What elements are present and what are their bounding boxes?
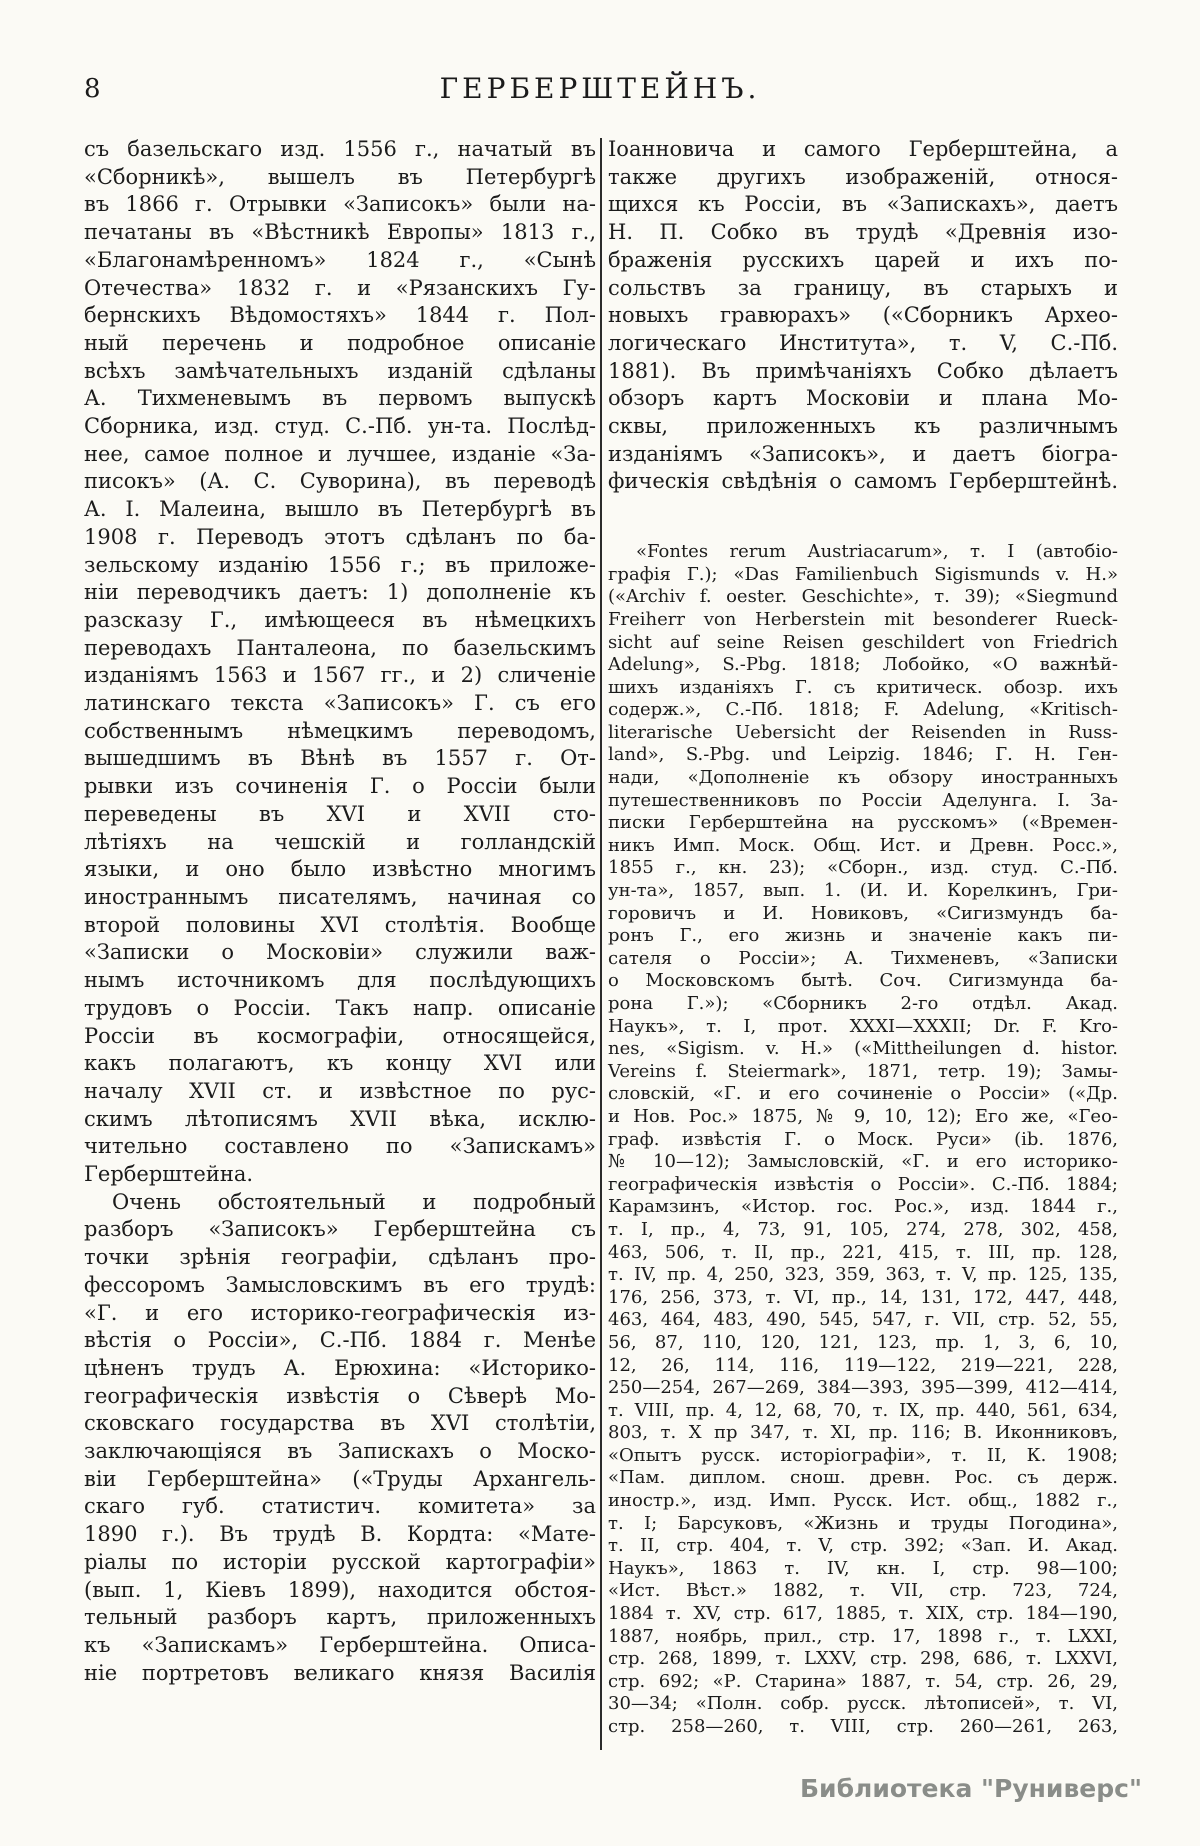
text-line: т. VIII, пр. 4, 12, 68, 70, т. IX, пр. 440, 561, 634, <box>608 1399 1118 1421</box>
text-line: № 10—12); Замысловскій, «Г. и его историко- <box>608 1151 1118 1173</box>
text-line: nes, «Sigism. v. H.» («Mittheilungen d. histor. <box>608 1038 1118 1060</box>
text-line: переводахъ Панталеона, по базельскимъ <box>84 635 596 660</box>
text-line: новыхъ гравюрахъ» («Сборникъ Архео- <box>608 303 1118 328</box>
text-line: стр. 268, 1899, т. LXXV, стр. 298, 686, т. LXXVI, <box>608 1648 1118 1670</box>
text-line: «Г. и его историко-географическія из- <box>84 1300 596 1325</box>
text-line: словскій, «Г. и его сочиненіе о Россіи» («Др. <box>608 1083 1118 1105</box>
text-line: 1884 т. XV, стр. 617, 1885, т. XIX, стр. 184—190, <box>608 1603 1118 1625</box>
text-line: географическія извѣстія о Россіи». С.-Пб. 1884; <box>608 1173 1118 1195</box>
text-line: 803, т. X пр 347, т. XI, пр. 116; В. Иконниковъ, <box>608 1422 1118 1444</box>
text-line: тельный разборъ картъ, приложенныхъ <box>84 1605 596 1630</box>
text-line: 250—254, 267—269, 384—393, 395—399, 412—414, <box>608 1377 1118 1399</box>
text-line: переведены въ XVI и XVII сто- <box>84 801 596 826</box>
text-line: т. I, пр., 4, 73, 91, 105, 274, 278, 302, 458, <box>608 1218 1118 1240</box>
text-line: разсказу Г., имѣющееся въ нѣмецкихъ <box>84 607 596 632</box>
text-line: Наукъ», т. I, прот. XXXI—XXXII; Dr. F. Kro- <box>608 1015 1118 1037</box>
text-line: путешественниковъ по Россіи Аделунга. I. За- <box>608 789 1118 811</box>
text-line: о Московскомъ бытѣ. Соч. Сигизмунда ба- <box>608 970 1118 992</box>
text-line: къ «Запискамъ» Герберштейна. Описа- <box>84 1632 596 1657</box>
text-line: также другихъ изображеній, относя- <box>608 164 1118 189</box>
text-line: содерж.», С.-Пб. 1818; F. Adelung, «Kritisch- <box>608 699 1118 721</box>
text-line: нымъ источникомъ для послѣдующихъ <box>84 968 596 993</box>
text-line: 1908 г. Переводъ этотъ сдѣланъ по ба- <box>84 524 596 549</box>
text-line: и Нов. Рос.» 1875, № 9, 10, 12); Его же, «Гео- <box>608 1105 1118 1127</box>
text-line: географическія извѣстія о Сѣверѣ Мо- <box>84 1383 596 1408</box>
text-line: сольствъ за границу, въ старыхъ и <box>608 275 1118 300</box>
text-line: «Опытъ русск. исторіографіи», т. II, К. 1908; <box>608 1444 1118 1466</box>
text-line: чительно составлено по «Запискамъ» <box>84 1134 596 1159</box>
text-line: ун-та», 1857, вып. 1. (И. И. Корелкинъ, Гри- <box>608 880 1118 902</box>
text-line: печатаны въ «Вѣстникѣ Европы» 1813 г., <box>84 220 596 245</box>
text-line: А. Тихменевымъ въ первомъ выпускѣ <box>84 386 596 411</box>
paragraph <box>84 136 596 1189</box>
text-line: съ базельскаго изд. 1556 г., начатый въ <box>84 137 596 161</box>
text-line: лѣтіяхъ на чешскій и голландскій <box>84 829 596 854</box>
text-line: граф. извѣстія Г. о Моск. Руси» (ib. 1876, <box>608 1128 1118 1150</box>
text-line: Іоанновича и самого Герберштейна, а <box>608 137 1118 161</box>
text-line: literarische Uebersicht der Reisenden in Russ- <box>608 721 1118 743</box>
text-line: 1881). Въ примѣчаніяхъ Собко дѣлаетъ <box>608 358 1118 383</box>
text-line: рона Г.»); «Сборникъ 2-го отдѣл. Акад. <box>608 993 1118 1015</box>
paragraph <box>84 1189 596 1688</box>
text-line: языки, и оно было извѣстно многимъ <box>84 857 596 882</box>
text-line: въ 1866 г. Отрывки «Записокъ» были на- <box>84 192 596 217</box>
column-divider <box>600 138 602 1750</box>
text-line: т. IV, пр. 4, 250, 323, 359, 363, т. V, пр. 125, 135, <box>608 1264 1118 1286</box>
text-line: ніи переводчикъ даетъ: 1) дополненіе къ <box>84 580 596 605</box>
text-line: вѣстія о Россіи», С.-Пб. 1884 г. Менѣе <box>84 1328 596 1353</box>
text-line: т. I; Барсуковъ, «Жизнь и труды Погодина», <box>608 1512 1118 1534</box>
text-line: никъ Имп. Моск. Общ. Ист. и Древн. Росс.», <box>608 834 1118 856</box>
text-line: Freiherr von Herberstein mit besonderer Rueck- <box>608 608 1118 630</box>
text-line: второй половины XVI столѣтія. Вообще <box>84 912 596 937</box>
text-line: ронъ Г., его жизнь и значеніе какъ пи- <box>608 925 1118 947</box>
text-line: цѣненъ трудъ А. Ерюхина: «Историко- <box>84 1355 596 1380</box>
text-line: стр. 692; «Р. Старина» 1887, т. 54, стр. 26, 29, <box>608 1670 1118 1692</box>
paragraph <box>608 136 1118 496</box>
text-line: 1887, ноябрь, прил., стр. 17, 1898 г., т. LXXI, <box>608 1625 1118 1647</box>
right-column <box>608 136 1118 1739</box>
text-line: land», S.-Pbg. und Leipzig. 1846; Г. Н. Ген- <box>608 744 1118 766</box>
text-line: писокъ» (А. С. Суворина), въ переводѣ <box>84 469 596 494</box>
text-line: зельскому изданію 1556 г.; въ приложе- <box>84 552 596 577</box>
text-line: Сборника, изд. студ. С.-Пб. ун-та. Послѣд- <box>84 414 596 439</box>
text-line: сковскаго государства въ XVI столѣтіи, <box>84 1411 596 1436</box>
text-line: Н. П. Собко въ трудѣ «Древнія изо- <box>608 220 1118 245</box>
text-line: фессоромъ Замысловскимъ въ его трудѣ: <box>84 1272 596 1297</box>
text-line: Adelung», S.-Pbg. 1818; Лобойко, «О важнѣй- <box>608 654 1118 676</box>
text-line: сателя о Россіи»; А. Тихменевъ, «Записки <box>608 947 1118 969</box>
text-line: стр. 258—260, т. VIII, стр. 260—261, 263, <box>608 1716 1118 1738</box>
text-line: Россіи въ космографіи, относящейся, <box>84 1023 596 1048</box>
text-line: точки зрѣнія географіи, сдѣланъ про- <box>84 1245 596 1270</box>
left-column <box>84 136 596 1687</box>
text-line: графія Г.); «Das Familienbuch Sigismunds v. H.» <box>608 563 1118 585</box>
text-line: обзоръ картъ Московіи и плана Мо- <box>608 386 1118 411</box>
text-line: Наукъ», 1863 т. IV, кн. I, стр. 98—100; <box>608 1557 1118 1579</box>
text-line: логическаго Института», т. V, С.-Пб. <box>608 330 1118 355</box>
text-line: иностраннымъ писателямъ, начиная со <box>84 884 596 909</box>
text-line: скимъ лѣтописямъ XVII вѣка, исклю- <box>84 1106 596 1131</box>
text-line: разборъ «Записокъ» Герберштейна съ <box>84 1217 596 1242</box>
text-line: «Fontes rerum Austriacarum», т. I (автобіо- <box>636 541 1118 563</box>
text-line: скаго губ. статистич. комитета» за <box>84 1494 596 1519</box>
text-line: Очень обстоятельный и подробный <box>112 1189 596 1214</box>
text-line: горовичъ и И. Новиковъ, «Сигизмундъ ба- <box>608 902 1118 924</box>
text-line: ніе портретовъ великаго князя Василія <box>84 1660 596 1685</box>
text-line: 463, 506, т. II, пр., 221, 415, т. III, пр. 128, <box>608 1241 1118 1263</box>
text-line: 12, 26, 114, 116, 119—122, 219—221, 228, <box>608 1354 1118 1376</box>
library-watermark: Библиотека "Руниверс" <box>800 1774 1142 1803</box>
text-line: щихся къ Россіи, въ «Запискахъ», даетъ <box>608 192 1118 217</box>
text-line: Карамзинъ, «Истор. гос. Рос.», изд. 1844 г., <box>608 1196 1118 1218</box>
text-line: 1890 г.). Въ трудѣ В. Кордта: «Мате- <box>84 1522 596 1547</box>
text-line: 1855 г., кн. 23); «Сборн., изд. студ. С.-Пб. <box>608 857 1118 879</box>
text-line: «Ист. Вѣст.» 1882, т. VII, стр. 723, 724, <box>608 1580 1118 1602</box>
text-line: 30—34; «Полн. собр. русск. лѣтописей», т. VI, <box>608 1693 1118 1715</box>
text-line: 463, 464, 483, 490, 545, 547, г. VII, стр. 52, 55, <box>608 1309 1118 1331</box>
text-line: латинскаго текста «Записокъ» Г. съ его <box>84 691 596 716</box>
text-line: нее, самое полное и лучшее, изданіе «За- <box>84 441 596 466</box>
paragraph <box>608 541 1118 1738</box>
text-line: началу XVII ст. и извѣстное по рус- <box>84 1078 596 1103</box>
text-line: «Сборникѣ», вышелъ въ Петербургѣ <box>84 164 596 189</box>
text-line: 56, 87, 110, 120, 121, 123, пр. 1, 3, 6, 10, <box>608 1331 1118 1353</box>
text-line: Отечества» 1832 г. и «Рязанскихъ Гу- <box>84 275 596 300</box>
text-line: віи Герберштейна» («Труды Архангель- <box>84 1466 596 1491</box>
text-line: рывки изъ сочиненія Г. о Россіи были <box>84 774 596 799</box>
text-line: sicht auf seine Reisen geschildert von Friedrich <box>608 631 1118 653</box>
text-line: трудовъ о Россіи. Такъ напр. описаніе <box>84 995 596 1020</box>
text-line: собственнымъ нѣмецкимъ переводомъ, <box>84 718 596 743</box>
text-line: фическія свѣдѣнія о самомъ Герберштейнѣ. <box>608 469 1118 494</box>
text-line: («Archiv f. oester. Geschichte», т. 39); «Siegmund <box>608 586 1118 608</box>
text-line: нади, «Дополненіе къ обзору иностранныхъ <box>608 767 1118 789</box>
text-line: «Записки о Московіи» служили важ- <box>84 940 596 965</box>
text-line: 176, 256, 373, т. VI, пр., 14, 131, 172, 447, 448, <box>608 1286 1118 1308</box>
text-line: ріалы по исторіи русской картографіи» <box>84 1549 596 1574</box>
text-line: вышедшимъ въ Вѣнѣ въ 1557 г. От- <box>84 746 596 771</box>
text-line: изданіямъ 1563 и 1567 гг., и 2) сличеніе <box>84 663 596 688</box>
text-line: «Благонамѣренномъ» 1824 г., «Сынѣ <box>84 247 596 272</box>
text-line: (вып. 1, Кіевъ 1899), находится обстоя- <box>84 1577 596 1602</box>
text-line: А. І. Малеина, вышло въ Петербургѣ въ <box>84 497 596 522</box>
text-line: изданіямъ «Записокъ», и даетъ біогра- <box>608 441 1118 466</box>
text-line: «Пам. диплом. снош. древн. Рос. съ держ. <box>608 1467 1118 1489</box>
text-line: т. II, стр. 404, т. V, стр. 392; «Зап. И. Акад. <box>608 1535 1118 1557</box>
text-line: бернскихъ Вѣдомостяхъ» 1844 г. Пол- <box>84 303 596 328</box>
page-number: 8 <box>84 74 101 104</box>
text-line: сквы, приложенныхъ къ различнымъ <box>608 414 1118 439</box>
text-line: шихъ изданіяхъ Г. съ критическ. обозр. ихъ <box>608 676 1118 698</box>
text-line: писки Герберштейна на русскомъ» («Времен- <box>608 812 1118 834</box>
page-header-title: ГЕРБЕРШТЕЙНЪ. <box>439 72 761 105</box>
text-line: иностр.», изд. Имп. Русск. Ист. общ., 1882 г., <box>608 1490 1118 1512</box>
text-line: ный перечень и подробное описаніе <box>84 330 596 355</box>
text-line: заключающіяся въ Запискахъ о Моско- <box>84 1439 596 1464</box>
text-line: браженія русскихъ царей и ихъ по- <box>608 247 1118 272</box>
text-line: Vereins f. Steiermark», 1871, тетр. 19); Замы- <box>608 1060 1118 1082</box>
text-line: Герберштейна. <box>84 1162 254 1187</box>
text-line: какъ полагаютъ, къ концу XVI или <box>84 1051 596 1076</box>
text-line: всѣхъ замѣчательныхъ изданій сдѣланы <box>84 358 596 383</box>
